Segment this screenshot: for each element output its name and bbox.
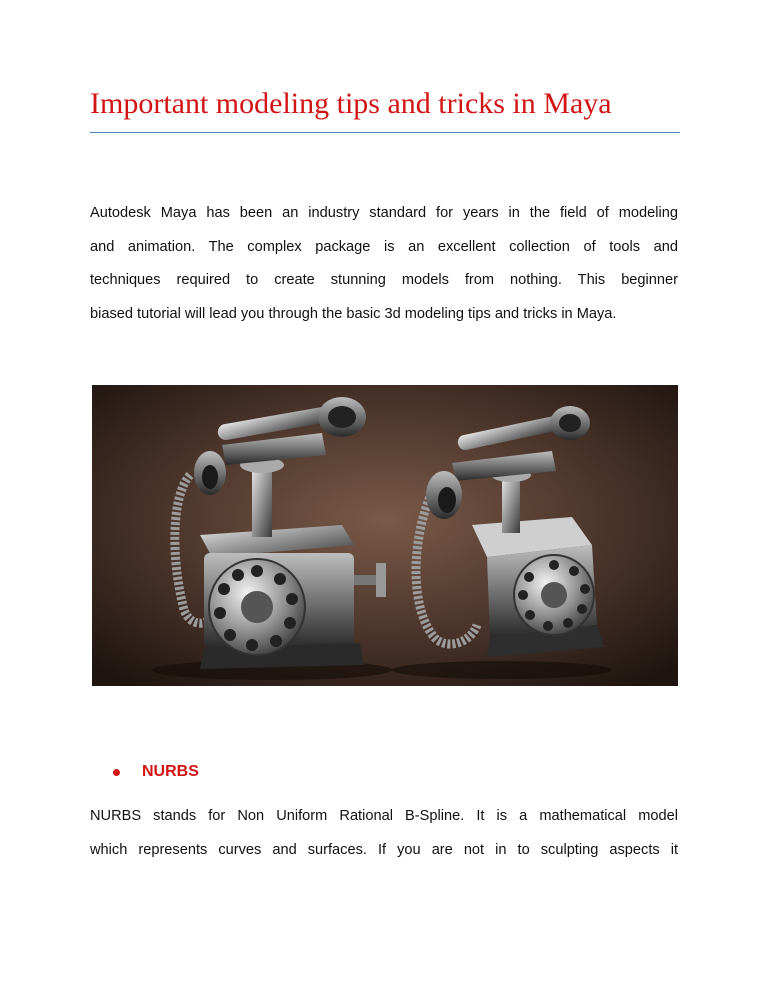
page-title: Important modeling tips and tricks in Maya xyxy=(90,87,612,120)
telephone-render-image xyxy=(92,385,678,686)
nurbs-line: which represents curves and surfaces. If you are not in to sculpting aspects it xyxy=(90,841,678,858)
title-underline-rule xyxy=(90,132,680,133)
intro-line: techniques required to create stunning models from nothing. This beginner xyxy=(90,272,678,289)
bullet-icon xyxy=(113,769,120,776)
intro-line: biased tutorial will lead you through the basic 3d modeling tips and tricks in Maya. xyxy=(90,305,617,322)
nurbs-line: NURBS stands for Non Uniform Rational B-Spline. It is a mathematical model xyxy=(90,808,678,824)
section-heading-bullet xyxy=(113,758,199,786)
section-heading: NURBS xyxy=(142,763,199,780)
intro-line: Autodesk Maya has been an industry standard for years in the field of modeling xyxy=(90,205,678,221)
rotary-telephone-icon xyxy=(92,385,678,686)
intro-paragraph xyxy=(90,197,678,331)
intro-line: and animation. The complex package is an excellent collection of tools and xyxy=(90,238,678,255)
nurbs-paragraph xyxy=(90,800,678,867)
